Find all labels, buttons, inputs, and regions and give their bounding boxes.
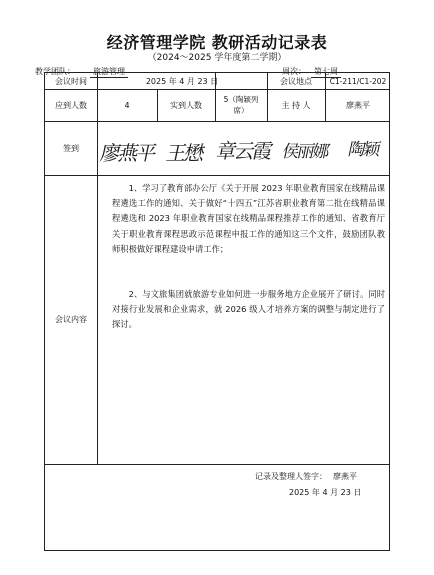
team-value: 旅游管理	[90, 66, 128, 78]
time-value: 2025 年 4 月 23 日	[145, 76, 219, 86]
host-label: 主 持 人	[281, 100, 311, 110]
actual-label: 实到人数	[170, 100, 202, 110]
signature: 王懋	[164, 141, 206, 165]
place-value: C1-211/C1-202	[329, 76, 387, 86]
recorder-label: 记录及整理人签字：	[255, 472, 327, 481]
week-value: 第七周	[311, 66, 341, 78]
record-table	[44, 72, 390, 551]
content-item: 2、与文旅集团就旅游专业如何进一步服务地方企业展开了研讨。同时对接行业发展和企业需求，就 2026 级人才培养方案的调整与制定进行了探讨。	[112, 289, 385, 330]
signature: 廖燕平	[98, 141, 158, 165]
signin-label: 签到	[63, 143, 79, 153]
place-label: 会议地点	[280, 76, 312, 86]
recorder-value: 廖燕平	[333, 472, 357, 481]
page-title: 经济管理学院 教研活动记录表	[106, 33, 328, 52]
signature: 侯丽娜	[280, 142, 330, 162]
expected-label: 应到人数	[55, 100, 87, 110]
signature: 陶颖	[346, 140, 381, 160]
actual-value: 5（陶颖列席）	[223, 95, 259, 115]
content-item: 1、学习了教育部办公厅《关于开展 2023 年职业教育国家在线精品课程遴选工作的通知、关于做好“十四五”江苏省职业教育第二批在线精品课程遴选和 2023 年职业教育国家在线精品课程推荐工作的通知、省教育厅关于职业教育课程思政示范课程申报工作的通知这三个文件，鼓励团队教师积极做好课程建设申请工作；	[112, 183, 385, 254]
page-subtitle: （2024～2025 学年度第二学期）	[147, 53, 287, 63]
team-label: 教学团队：	[35, 67, 75, 76]
content-label: 会议内容	[55, 315, 87, 324]
expected-value: 4	[124, 100, 130, 110]
signature: 章云霞	[214, 139, 274, 163]
week-label: 周次：	[282, 67, 306, 76]
host-value: 廖燕平	[346, 100, 370, 110]
time-label: 会议时间	[55, 76, 87, 86]
record-date: 2025 年 4 月 23 日	[289, 488, 362, 497]
